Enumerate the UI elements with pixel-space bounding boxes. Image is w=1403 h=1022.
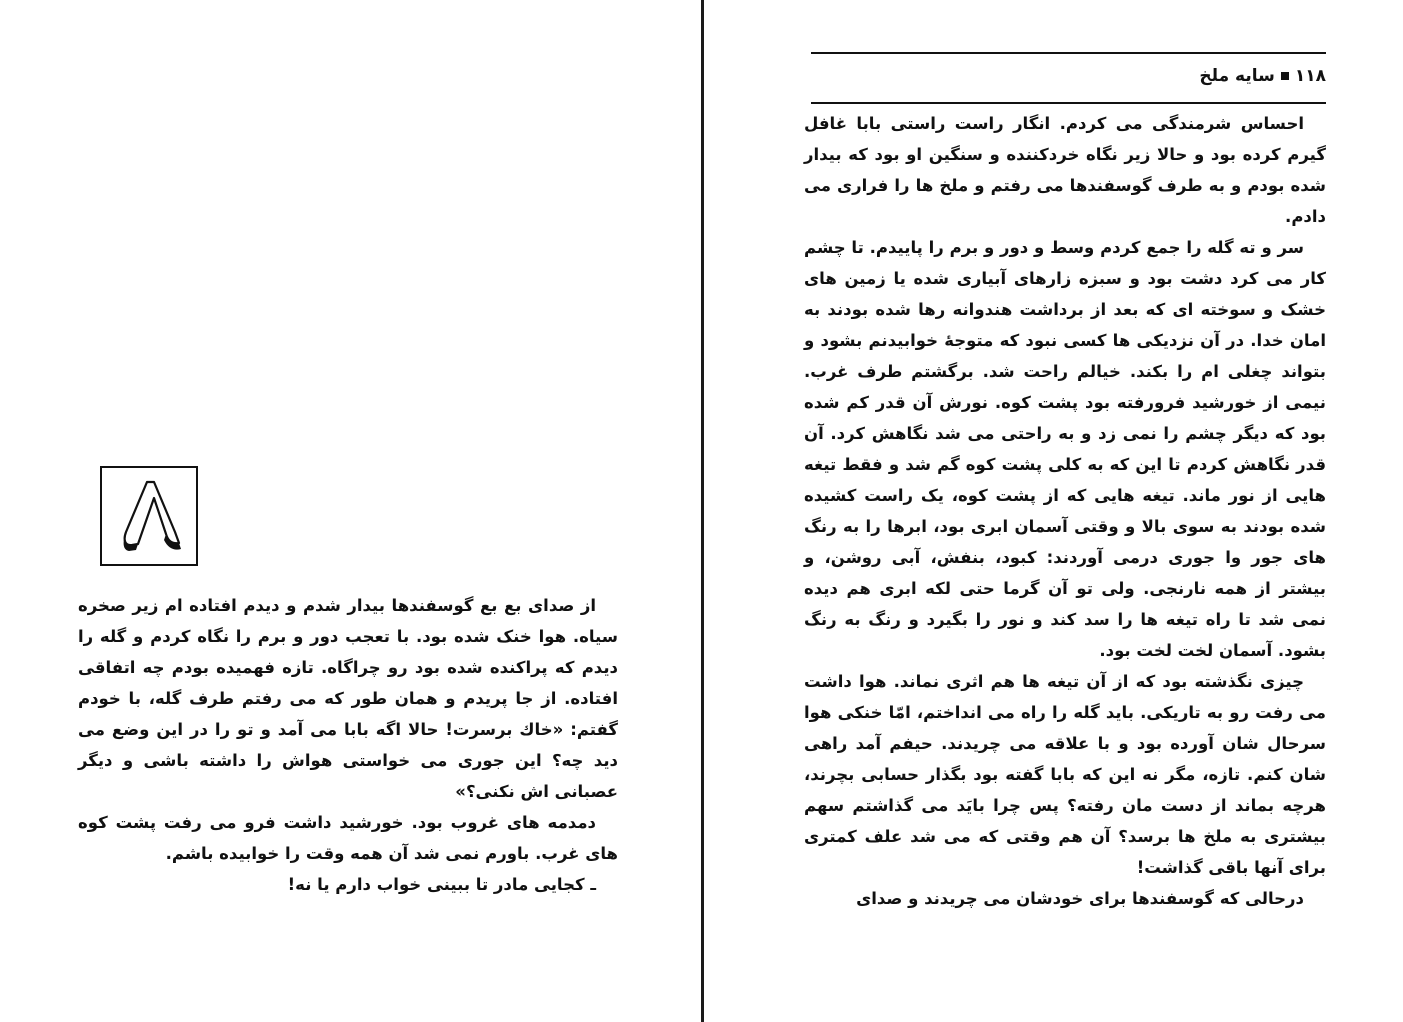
chapter-number-box	[100, 466, 198, 566]
header-top-rule	[811, 52, 1326, 54]
running-head	[1199, 66, 1326, 86]
right-paragraph-3: چیزی نگذشته بود که از آن تیغه ها هم اثری نماند. هوا داشت می رفت رو به تاریکی. باید گله را راه می انداختم، امّا خنکی هوا سرحال شان آورده بود و با علاقه می چریدند. حیفم آمد راهی شان کنم. تازه، مگر نه این که بابا گفته بود بگذار حسابی بچرند، هرچه بماند از دست مان رفته؟ پس چرا بایَد می گذاشتم سهم بیشتری به ملخ ها برسد؟ آن هم وقتی که می شد علف کمتری برای آنها باقی گذاشت!	[804, 672, 1326, 877]
left-paragraph-3: ـ کجایی مادر تا ببینی خواب دارم یا نه!	[287, 875, 596, 894]
chapter-number-glyph	[102, 468, 196, 564]
right-paragraph-1: احساس شرمندگی می کردم. انگار راست راستی بابا غافل گیرم کرده بود و حالا زیر نگاه خردکننده و سنگین او بود که بیدار شده بودم و به طرف گوسفندها می رفتم و ملخ ها را فراری می دادم.	[804, 114, 1326, 226]
right-page-text	[804, 108, 1326, 914]
right-page	[704, 0, 1403, 1022]
right-paragraph-2: سر و ته گله را جمع کردم وسط و دور و برم را پاییدم. تا چشم کار می کرد دشت بود و سبزه زارهای آبیاری شده یا زمین های خشک و سوخته ای که بعد از برداشت هندوانه رها شده بودند به امان خدا. در آن نزدیکی ها کسی نبود که متوجهٔ خوابیدنم بشود و بتواند چغلی ام را بکند. خیالم راحت شد. برگشتم طرف غرب. نیمی از خورشید فرورفته بود پشت کوه. نورش آن قدر کم شده بود که دیگر چشم را نمی زد و به راحتی می شد نگاهش کرد. آن قدر نگاهش کردم تا این که به کلی پشت کوه گم شد و فقط تیغه هایی از نور ماند. تیغه هایی که از پشت کوه، یک راست کشیده شده بودند به سوی بالا و وقتی آسمان ابری بود، ابرها را به رنگ های جور وا جوری درمی آوردند: کبود، بنفش، آبی روشن، و بیشتر از همه نارنجی. ولی تو آن گرما حتی لکه ابری هم دیده نمی شد تا راه تیغه ها را سد کند و نور را بگیرد و رنگ به رنگ بشود. آسمان لخت لخت بود.	[804, 238, 1326, 660]
left-paragraph-2: دمدمه های غروب بود. خورشید داشت فرو می رفت پشت کوه های غرب. باورم نمی شد آن همه وقت را خوابیده باشم.	[78, 813, 618, 863]
header-bottom-rule	[811, 102, 1326, 104]
page-header	[811, 52, 1326, 104]
left-page-text	[78, 590, 618, 900]
right-paragraph-4: درحالی که گوسفندها برای خودشان می چریدند و صدای	[856, 889, 1304, 908]
page-number: ۱۱۸	[1294, 66, 1326, 86]
running-title: سایه ملخ	[1199, 66, 1275, 86]
left-page	[0, 0, 701, 1022]
left-paragraph-1: از صدای بع بع گوسفندها بیدار شدم و دیدم افتاده ام زیر صخره سیاه. هوا خنک شده بود. با تعجب دور و برم را نگاه کردم و گله را دیدم که پراکنده شده بود رو چراگاه. تازه فهمیده بودم چه اتفاقی افتاده. از جا پریدم و همان طور که می رفتم طرف گله، با خودم گفتم: «خاك برسرت! حالا اگه بابا می آمد و تو را در این وضع می دید چه؟ این جوری می خواستی هواش را داشته باشی و دیگر عصبانی اش نکنی؟»	[78, 596, 618, 801]
square-bullet-icon	[1281, 72, 1289, 80]
